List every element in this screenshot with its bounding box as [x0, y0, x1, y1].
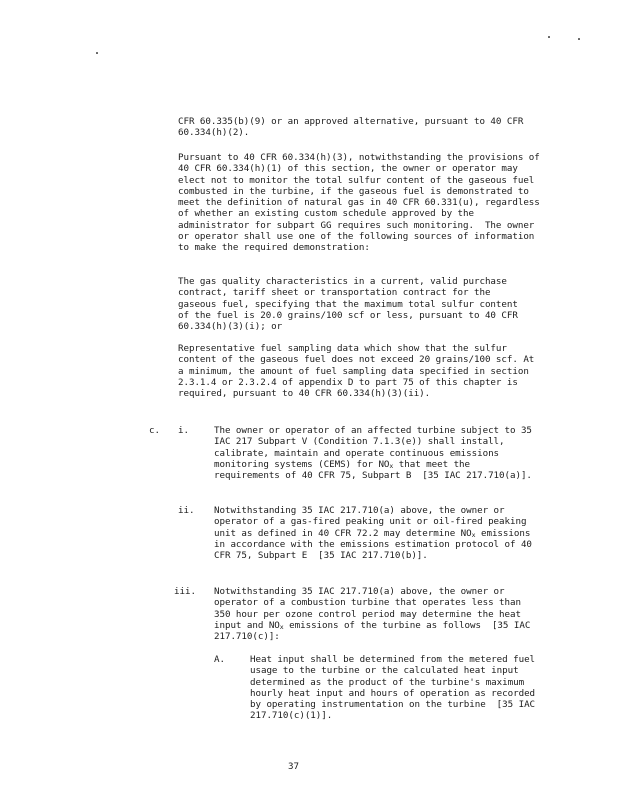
paragraph-pursuant: Pursuant to 40 CFR 60.334(h)(3), notwithstanding the provisions of 40 CFR 60.334(h)(1) of this section, the owner or operator may elect not to monitor the total sulfur content of the gaseous fuel combusted in the turbine, if the gaseous fuel is demonstrated to meet the definition of natural gas in 40 CFR 60.331(u), regardless of whether an existing custom schedule approved by the administrator for subpart GG requires such monitoring. The owner or operator shall use one of the following sources of information to make the required demonstration: — [178, 152, 546, 254]
scan-speck — [548, 36, 550, 38]
scan-speck — [96, 52, 98, 54]
item-c-iii-text — [214, 586, 540, 642]
item-c-letter: c. — [149, 425, 160, 436]
item-c-iii-A-text: Heat input shall be determined from the metered fuel usage to the turbine or the calculated heat input determined as the product of the turbine's maximum hourly heat input and hours of operation as recorded by operating instrumentation on the turbine [35 IAC 217.710(c)(1)]. — [250, 654, 541, 722]
nox-subscript: x — [279, 622, 284, 631]
item-c-iii-text-b: emissions of the turbine as follows [35 IAC 217.710(c)]: — [214, 619, 536, 643]
item-c-iii-text-a: Notwithstanding 35 IAC 217.710(a) above, the owner or operator of a combustion turbine that operates less than 350 hour per ozone control period may determine the heat input and NO — [214, 586, 527, 631]
continuation-text: CFR 60.335(b)(9) or an approved alternative, pursuant to 40 CFR 60.334(h)(2). — [178, 116, 529, 139]
item-c-ii-text — [214, 505, 540, 561]
item-c-i-label: i. — [178, 425, 189, 436]
item-c-iii-label: iii. — [174, 586, 196, 597]
item-c-i-text-a: The owner or operator of an affected turbine subject to 35 IAC 217 Subpart V (Condition 7.1.3(e)) shall install, calibrate, maintain and operate continuous emissions monitoring systems (CEMS) for NO — [214, 425, 538, 470]
nox-subscript: x — [471, 530, 476, 539]
item-c-ii-text-b: emissions in accordance with the emissions estimation protocol of 40 CFR 75, Subpart E [35 IAC 217.710(b)]. — [214, 527, 538, 562]
paragraph-representative-sampling: Representative fuel sampling data which show that the sulfur content of the gaseous fuel does not exceed 20 grains/100 scf. At a minimum, the amount of fuel sampling data specified in section 2.3.1.4 or 2.3.2.4 of appendix D to part 75 of this chapter is required, pursuant to 40 CFR 60.334(h)(3)(ii). — [178, 343, 540, 400]
nox-subscript: x — [389, 461, 394, 470]
item-c-iii-A-label: A. — [214, 654, 225, 665]
page-number: 37 — [288, 761, 299, 772]
item-c-ii-text-a: Notwithstanding 35 IAC 217.710(a) above, the owner or operator of a gas-fired peaking unit or oil-fired peaking unit as defined in 40 CFR 72.2 may determine NO — [214, 505, 532, 539]
item-c-i-text — [214, 425, 540, 481]
item-c-i-text-b: that meet the requirements of 40 CFR 75, Subpart B [35 IAC 217.710(a)]. — [214, 458, 532, 482]
scan-speck — [578, 38, 580, 40]
paragraph-gas-quality: The gas quality characteristics in a current, valid purchase contract, tariff sheet or transportation contract for the gaseous fuel, specifying that the maximum total sulfur content of the fuel is 20.0 grains/100 scf or less, pursuant to 40 CFR 60.334(h)(3)(i); or — [178, 276, 524, 333]
item-c-ii-label: ii. — [178, 505, 195, 516]
